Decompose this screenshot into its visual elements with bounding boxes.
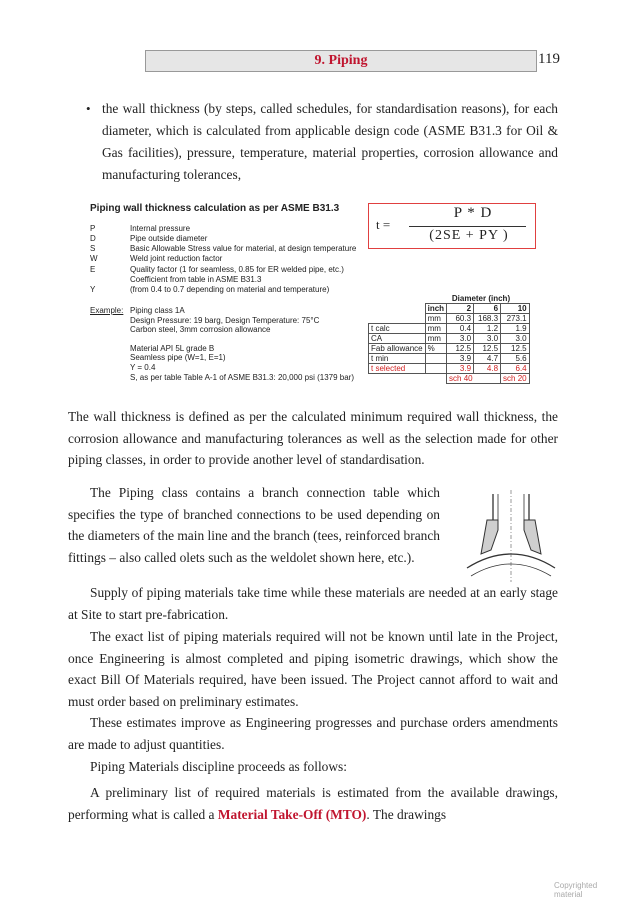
fraction-bar	[409, 226, 526, 227]
figure-title: Piping wall thickness calculation as per ASME B31.3	[90, 203, 340, 214]
table-header-row: inch 2 6 10	[369, 304, 530, 314]
schedule-row: sch 40 sch 20	[369, 374, 530, 384]
formula-numerator: P * D	[453, 205, 493, 221]
paragraph: The wall thickness is defined as per the calculated minimum required wall thickness, the corrosion allowance and manufacturing tolerances as well as the selection made for other piping classes, in order to provide another level of standardisation.	[68, 409, 558, 467]
paragraph: These estimates improve as Engineering progresses and purchase orders amendments are made to adjust quantities.	[68, 715, 558, 752]
table-row: t calc mm 0.4 1.2 1.9	[369, 324, 530, 334]
paragraph: A preliminary list of required materials is estimated from the available drawings, performing what is called a Material Take-Off (MTO). The drawings	[68, 785, 558, 822]
table-caption: Diameter (inch)	[451, 294, 511, 303]
page-number: 119	[538, 51, 560, 67]
chapter-title: 9. Piping	[314, 53, 368, 68]
formula-denominator: (2SE + PY )	[429, 228, 509, 243]
example-label: Example:	[90, 306, 124, 315]
example-line: Carbon steel, 3mm corrosion allowance	[130, 325, 271, 334]
paragraph: Piping Materials discipline proceeds as follows:	[90, 759, 347, 774]
mto-term: Material Take-Off (MTO)	[217, 806, 367, 822]
example-line: Seamless pipe (W=1, E=1)	[130, 353, 226, 362]
table-row-selected: t selected 3.9 4.8 6.4	[369, 364, 530, 374]
table-row: mm 60.3 168.3 273.1	[369, 314, 530, 324]
diameter-table	[368, 294, 534, 384]
table-row: Fab allowance % 12.5 12.5 12.5	[369, 344, 530, 354]
paragraph: Supply of piping materials take time while these materials are needed at an early stage at Site to start pre-fabrication.	[68, 585, 558, 622]
example-line: S, as per table Table A-1 of ASME B31.3: 20,000 psi (1379 bar)	[130, 373, 354, 382]
example-line: Design Pressure: 19 barg, Design Temperature: 75°C	[130, 316, 320, 325]
bullet-icon: •	[86, 101, 91, 116]
table-row: CA mm 3.0 3.0 3.0	[369, 334, 530, 344]
table-row: t min 3.9 4.7 5.6	[369, 354, 530, 364]
example-line: Material API 5L grade B	[130, 344, 215, 353]
example-line: Y = 0.4	[130, 363, 156, 372]
formula-lhs: t =	[376, 217, 391, 232]
chapter-header	[145, 50, 537, 72]
bullet-text: the wall thickness (by steps, called schedules, for standardisation reasons), for each diameter, which is calculated from applicable design code (ASME B31.3 for Oil & Gas facilities), pressure, temperature, material properties, corrosion allowance and manufacturing tolerances,	[102, 101, 558, 182]
paragraph: The Piping class contains a branch connection table which specifies the type of branched connections to be used depending on the diameters of the main line and the branch (tees, reinforced branch fittings – also called olets such as the weldolet shown here, etc.).	[68, 485, 440, 565]
example-line: Piping class 1A	[130, 306, 185, 315]
weldolet-drawing	[465, 490, 557, 582]
thickness-formula	[368, 203, 536, 249]
paragraph: The exact list of piping materials required will not be known until late in the Project, once Engineering is almost completed and piping isometric drawings, which show the exact Bill Of Materials required, have been issued. The Project cannot afford to wait and must order based on preliminary estimates.	[68, 629, 558, 709]
copyright-watermark: Copyrighted material	[554, 881, 598, 899]
